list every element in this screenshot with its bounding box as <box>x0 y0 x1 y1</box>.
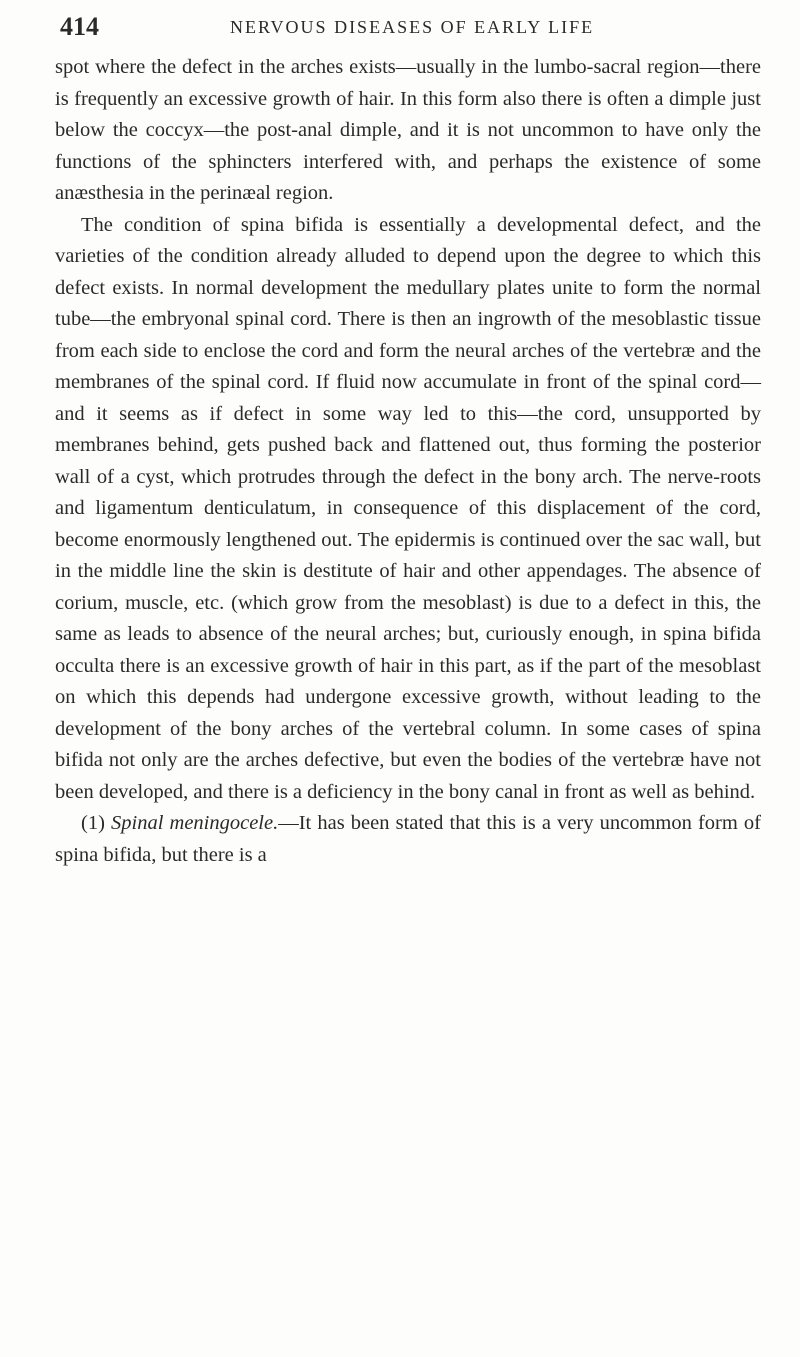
page-body <box>55 52 761 871</box>
paragraph-continuation: spot where the defect in the arches exists—usually in the lumbo-sacral region—there is frequently an excessive growth of hair. In this form also there is often a dimple just below the coccyx—the post-anal dimple, and it is not uncommon to have only the functions of the sphincters interfered with, and perhaps the existence of some anæsthesia in the perinæal region. <box>55 56 761 204</box>
page-header <box>55 12 761 52</box>
running-title: NERVOUS DISEASES OF EARLY LIFE <box>230 17 595 37</box>
section-title: Spinal meningocele. <box>111 812 279 834</box>
book-page <box>55 12 761 871</box>
section-text: —It has been stated that this is a very uncommon form of spina bifida, but there is a <box>55 812 761 866</box>
section-number: (1) <box>81 812 105 834</box>
paragraph-spina-bifida: The condition of spina bifida is essentially a developmental defect, and the varieties of the condition already alluded to depend upon the degree to which this defect exists. In normal development the medullary plates unite to form the normal tube—the embryonal spinal cord. There is then an ingrowth of the mesoblastic tissue from each side to enclose the cord and form the neural arches of the vertebræ and the membranes of the spinal cord. If fluid now accumulate in front of the spinal cord—and it seems as if defect in some way led to this—the cord, unsupported by membranes behind, gets pushed back and flattened out, thus forming the posterior wall of a cyst, which protrudes through the defect in the bony arch. The nerve-roots and ligamentum denticulatum, in consequence of this displacement of the cord, become enormously lengthened out. The epidermis is continued over the sac wall, but in the middle line the skin is destitute of hair and other appendages. The absence of corium, muscle, etc. (which grow from the mesoblast) is due to a defect in this, the same as leads to absence of the neural arches; but, curiously enough, in spina bifida occulta there is an excessive growth of hair in this part, as if the part of the mesoblast on which this depends had undergone excessive growth, without leading to the development of the bony arches of the vertebral column. In some cases of spina bifida not only are the arches defective, but even the bodies of the vertebræ have not been developed, and there is a deficiency in the bony canal in front as well as behind. <box>55 213 761 803</box>
section-spinal-meningocele <box>55 808 761 871</box>
page-number: 414 <box>60 12 99 41</box>
